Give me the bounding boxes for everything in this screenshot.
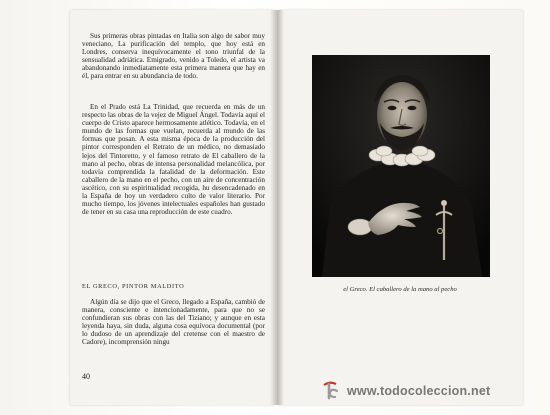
- section-heading: EL GRECO, PINTOR MALDITO: [82, 283, 185, 290]
- paragraph-2: En el Prado está La Trinidad, que recuerda en más de un respecto las obras de la vejez de Miguel Ángel. Todavía aquí el cuerpo de Cristo aparece hermosamente atlético. Todavía, en el mundo de las formas que vuelan, recuerda al mundo de las formas que posan. A esta misma época de la producción del pintor corresponden el Retrato de un médico, no demasiado lejos del Tintoretto, y el famoso retrato de El caballero de la mano al pecho, obras de intensa personalidad melancólica, por todavía comprendida la fatalidad de la deformación. Este caballero de la mano en el pecho, con un aire de concentración ascético, con su espiritualidad recogida, hu desencadenado en la España de hoy un verdadero culto de valor literario. Por mucho tiempo, los jóvenes intelectuales españoles han gustado de tener en su casa una reproducción de este cuadro.: [82, 103, 265, 217]
- text-block-bottom: [82, 298, 265, 347]
- text-block-middle: [82, 103, 265, 216]
- sword-pommel: [441, 200, 447, 206]
- portrait-plate: [312, 55, 490, 277]
- portrait-caption: el Greco. El caballero de la mano al pecho: [343, 286, 457, 293]
- left-eye: [388, 106, 397, 110]
- todocoleccion-logo-icon: [318, 379, 342, 403]
- left-page: [70, 10, 275, 405]
- lace-cuff: [348, 219, 372, 235]
- book-gutter: [270, 10, 284, 405]
- paragraph-3: Algún día se dijo que el Greco, llegado a España, cambió de manera, consciente e intencionadamente, para que no se confundieran sus obras con las del Tiziano; y aunque en esta leyenda haya, sin duda, alguna cosa equívoca documental (por lo dudoso de un aprendizaje del cretense con el maestro de Cadore), incomprensión ningu: [82, 298, 265, 347]
- paragraph-1: Sus primeras obras pintadas en Italia son algo de sabor muy veneciano, La purificación del templo, que hoy está en Londres, conserva inequívocamente el tono triunfal de la sensualidad adriática. Emigrado, venido a Toledo, el artista va abandonando inmediatamente esta primera manera que hay en él, para entrar en su abundancia de todo.: [82, 32, 265, 81]
- portrait-illustration: [312, 55, 490, 277]
- watermark: [318, 378, 490, 404]
- text-block-top: [82, 32, 265, 81]
- watermark-text: www.todocoleccion.net: [347, 384, 491, 398]
- right-eye: [408, 106, 417, 110]
- page-number: 40: [82, 372, 90, 381]
